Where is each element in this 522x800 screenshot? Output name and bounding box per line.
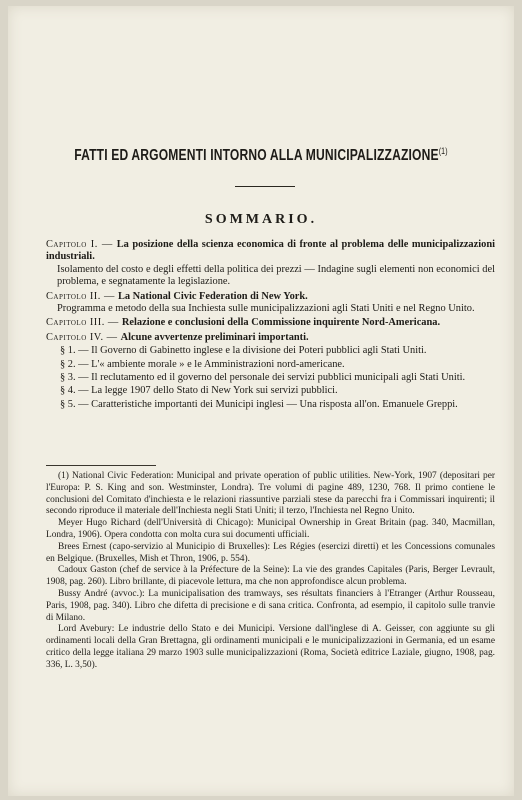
chapter-number: Capitolo I. — [46, 239, 117, 250]
page-title [64, 146, 459, 165]
document-page [8, 6, 514, 796]
footnote: Brees Ernest (capo-servizio al Municipio di Bruxelles): Les Régies (esercizi diretti) et les Concessions comunales en Belgique. (Bruxelles, Mish et Thron, 1906, p. 554). [46, 541, 495, 564]
section-item: § 3. — Il reclutamento ed il governo del personale dei servizi pubblici municipali agli Stati Uniti. [60, 372, 466, 384]
title-rule [235, 186, 295, 187]
title-footnote-mark: (1) [438, 146, 448, 156]
chapter-2 [46, 291, 495, 303]
section-item: § 2. — L'« ambiente morale » e le Amministrazioni nord-americane. [60, 358, 345, 370]
chapter-4 [46, 332, 495, 344]
footnotes-rule [46, 465, 156, 466]
chapter-description: Isolamento del costo e degli effetti della politica dei prezzi — Indagine sugli elementi non economici del problema, e segnatamente la legislazione. [57, 263, 495, 288]
chapter-title: La National Civic Federation di New York. [117, 290, 308, 302]
chapter-1 [46, 239, 495, 264]
chapter-number: Capitolo II. — [46, 290, 118, 302]
chapter-title: Relazione e conclusioni della Commissione inquirente Nord-Americana. [121, 317, 441, 329]
title-text: FATTI ED ARGOMENTI INTORNO ALLA MUNICIPALIZZAZIONE [74, 147, 439, 165]
chapter-3 [46, 317, 495, 329]
footnote: Cadoux Gaston (chef de service à la Préfecture de la Seine): La vie des grandes Capitales (Paris, Berger Levrault, 1908, pag. 260). Libro brillante, di piacevole lettura, ma che non approfondisce alcun problema. [46, 565, 495, 588]
chapter-number: Capitolo III. — [46, 317, 122, 329]
chapter-title: La posizione della scienza economica di fronte al problema delle municipalizzazioni industriali. [46, 239, 495, 263]
chapter-number: Capitolo IV. — [46, 331, 121, 343]
section-item: § 5. — Caratteristiche importanti dei Municipi inglesi — Una risposta all'on. Emanuele Greppi. [60, 398, 458, 410]
footnotes [46, 471, 495, 672]
table-of-contents [46, 237, 495, 411]
footnote: (1) National Civic Federation: Municipal and private operation of public utilities. New-York, 1907 (depositari per l'Europa: P. S. King and son. Westminster, Londra). Tre volumi di pagine 489, 1230, 768. Il primo contiene le conclusioni del Comitato d'inchiesta e le relazioni riassuntive parziali stese da parecchi fra i Commissari inquirenti; il secondo riproduce il materiale dell'Inchiesta negli Stati Uniti; il terzo, l'Inchiesta nel Regno Unito. [46, 471, 495, 517]
footnote: Bussy André (avvoc.): La municipalisation des tramways, ses résultats financiers à l'Etranger (Arthur Rousseau, Paris, 1908, pag. 340). Libro che difetta di precisione e di sana critica. Confronta, ad esempio, il capitolo sulle tranvie di Milano. [46, 588, 495, 623]
chapter-title: Alcune avvertenze preliminari importanti. [120, 331, 309, 343]
section-item: § 1. — Il Governo di Gabinetto inglese e la divisione dei Poteri pubblici agli Stati Uniti. [60, 345, 427, 357]
footnote: Lord Avebury: Le industrie dello Stato e dei Municipi. Versione dall'inglese di A. Geisser, con aggiunte su gli ordinamenti locali della Gran Brettagna, gli ordinamenti municipali e le municipalizzazioni in Germania, ed un esame critico della legge italiana 29 marzo 1903 sulle municipalizzazioni (Roma, Società editrice Laziale, giugno, 1908, pag. 336, L. 3,50). [46, 624, 495, 670]
footnote: Meyer Hugo Richard (dell'Università di Chicago): Municipal Ownership in Great Britain (pag. 340, Macmillan, Londra, 1906). Opera condotta con molta cura sui documenti ufficiali. [46, 518, 495, 540]
chapter-description: Programma e metodo della sua Inchiesta sulle municipalizzazioni agli Stati Uniti e nel Regno Unito. [57, 303, 475, 315]
section-item: § 4. — La legge 1907 dello Stato di New York sui servizi pubblici. [60, 385, 338, 397]
sommario-heading: SOMMARIO. [204, 212, 318, 227]
